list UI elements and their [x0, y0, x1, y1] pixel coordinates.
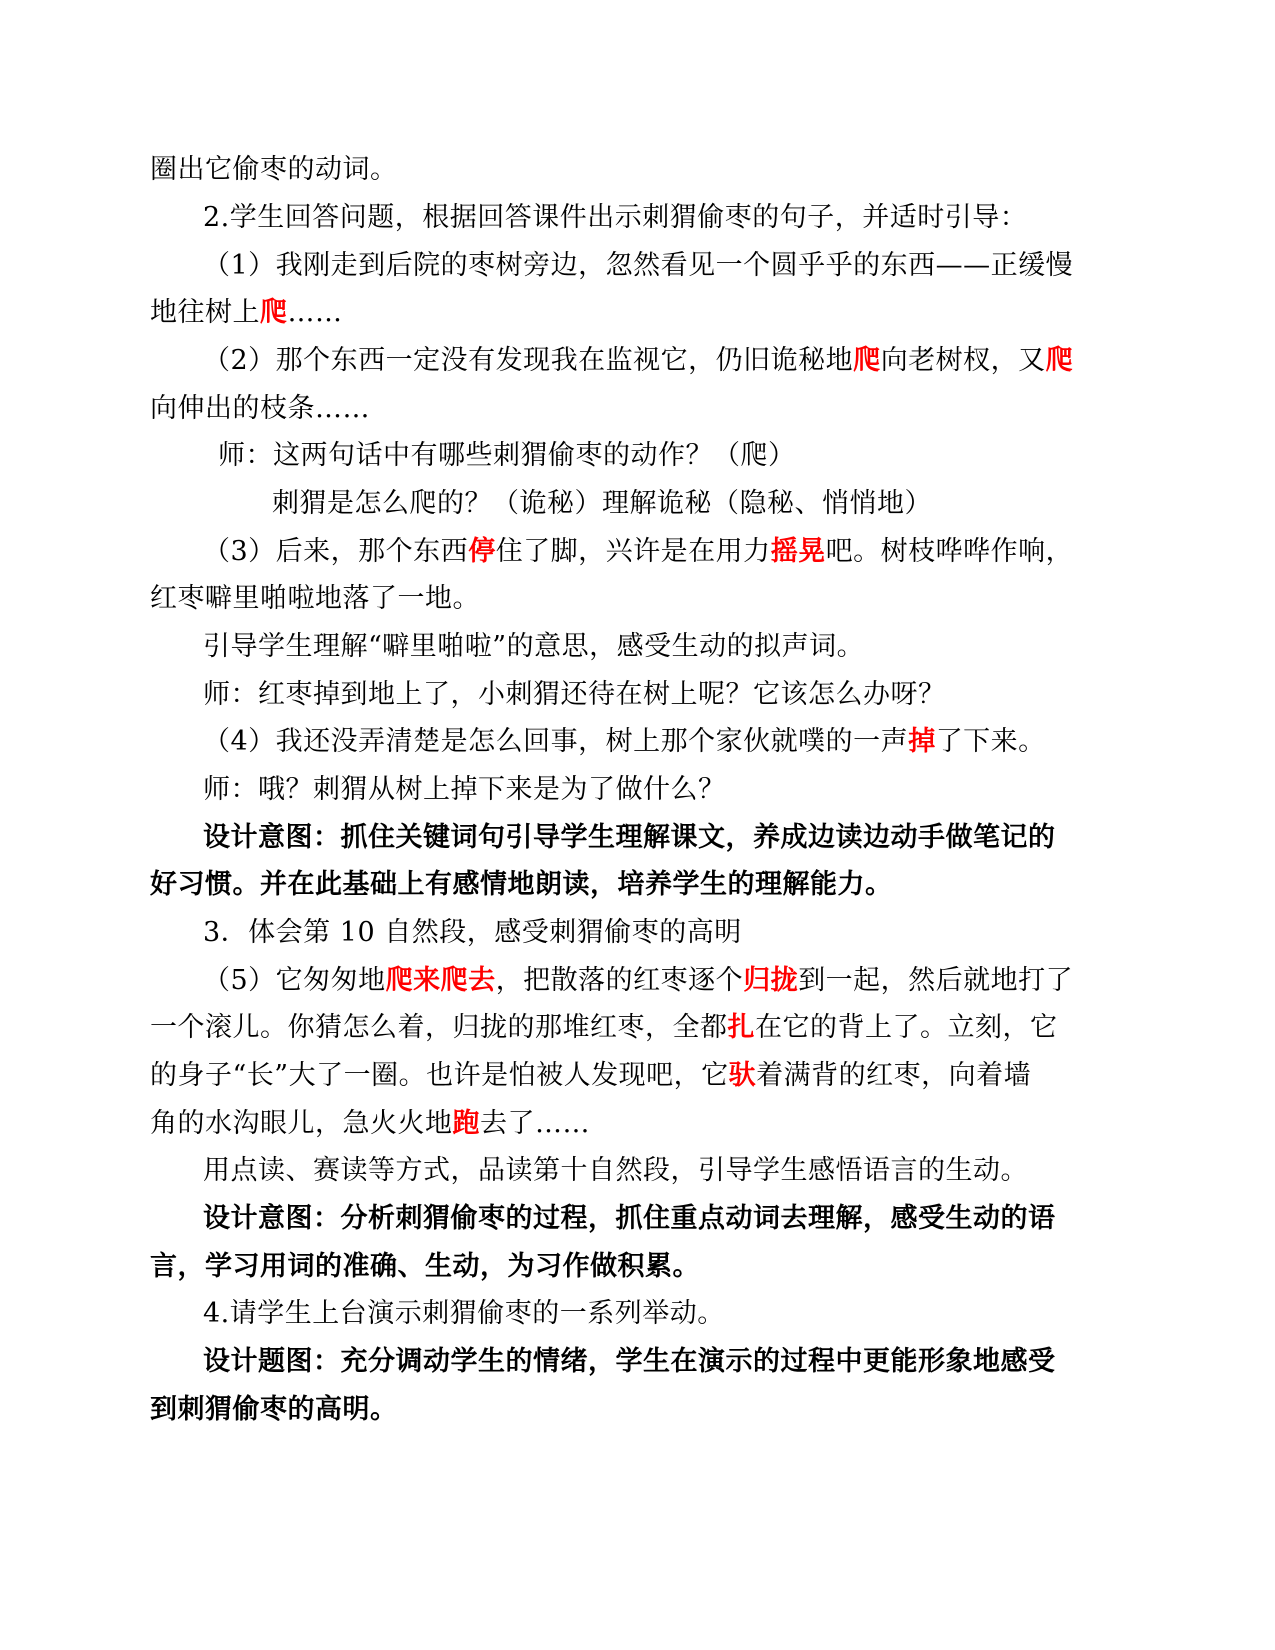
- text-line: [203, 246, 1183, 286]
- text-segment: ……: [287, 297, 343, 328]
- text-line: [203, 818, 1183, 858]
- text-segment: 师：红枣掉到地上了，小刺猬还待在树上呢？它该怎么办呀？: [203, 679, 946, 710]
- highlighted-verb: 爬: [853, 345, 881, 376]
- text-line: [203, 1199, 1183, 1239]
- text-line: [203, 198, 1183, 238]
- text-line: [150, 1247, 1130, 1287]
- text-segment: 角的水沟眼儿，急火火地: [150, 1108, 453, 1139]
- highlighted-verb: 停: [468, 536, 496, 567]
- highlighted-verb: 归拢: [743, 965, 799, 996]
- text-line: [150, 865, 1130, 905]
- text-line: [150, 1008, 1130, 1048]
- text-line: [150, 1390, 1130, 1430]
- text-segment: 用点读、赛读等方式，品读第十自然段，引导学生感悟语言的生动。: [203, 1155, 1028, 1186]
- text-segment: ，把散落的红枣逐个: [495, 965, 744, 996]
- text-segment: （2）那个东西一定没有发现我在监视它，仍旧诡秘地: [203, 345, 854, 376]
- text-line: [272, 484, 1252, 524]
- bold-text: 好习惯。并在此基础上有感情地朗读，培养学生的理解能力。: [150, 869, 893, 900]
- text-line: [203, 1151, 1183, 1191]
- highlighted-verb: 摇晃: [770, 536, 826, 567]
- bold-text: 设计题图：充分调动学生的情绪，学生在演示的过程中更能形象地感受: [203, 1346, 1056, 1377]
- text-segment: 刺猬是怎么爬的？（诡秘）理解诡秘（隐秘、悄悄地）: [272, 488, 932, 519]
- bold-text: 言，学习用词的准确、生动，为习作做积累。: [150, 1251, 700, 1282]
- text-line: [203, 722, 1183, 762]
- text-segment: 圈出它偷枣的动词。: [150, 154, 398, 185]
- text-segment: 红枣噼里啪啦地落了一地。: [150, 583, 480, 614]
- text-line: [150, 293, 1130, 333]
- bold-text: 设计意图：分析刺猬偷枣的过程，抓住重点动词去理解，感受生动的语: [203, 1203, 1056, 1234]
- text-segment: 3．体会第 10 自然段，感受刺猬偷枣的高明: [203, 917, 742, 948]
- text-segment: （1）我刚走到后院的枣树旁边，忽然看见一个圆乎乎的东西——正缓慢: [203, 250, 1074, 281]
- text-segment: 住了脚，兴许是在用力: [495, 536, 771, 567]
- text-line: [203, 961, 1183, 1001]
- text-line: [203, 1342, 1183, 1382]
- text-segment: 去了……: [480, 1108, 590, 1139]
- text-segment: 到一起，然后就地打了: [798, 965, 1074, 996]
- text-segment: 向伸出的枝条……: [150, 393, 370, 424]
- text-segment: 师：哦？刺猬从树上掉下来是为了做什么？: [203, 774, 726, 805]
- highlighted-verb: 扎: [727, 1012, 755, 1043]
- highlighted-verb: 掉: [908, 726, 936, 757]
- text-line: [150, 579, 1130, 619]
- highlighted-verb: 爬: [1045, 345, 1074, 376]
- text-segment: 师：这两句话中有哪些刺猬偷枣的动作？（爬）: [218, 440, 796, 471]
- text-segment: 4.请学生上台演示刺猬偷枣的一系列举动。: [203, 1298, 725, 1329]
- text-segment: 地往树上: [150, 297, 260, 328]
- text-line: [218, 436, 1198, 476]
- text-segment: 着满背的红枣，向着墙: [756, 1060, 1032, 1091]
- text-segment: 2.学生回答问题，根据回答课件出示刺猬偷枣的句子，并适时引导：: [203, 202, 1028, 233]
- text-segment: 向老树杈，又: [880, 345, 1046, 376]
- bold-text: 设计意图：抓住关键词句引导学生理解课文，养成边读边动手做笔记的: [203, 822, 1056, 853]
- text-line: [203, 1294, 1183, 1334]
- highlighted-verb: 跑: [452, 1108, 480, 1139]
- text-line: [203, 341, 1183, 381]
- text-segment: 一个滚儿。你猜怎么着，归拢的那堆红枣，全都: [150, 1012, 728, 1043]
- text-line: [203, 913, 1183, 953]
- text-line: [150, 1104, 1130, 1144]
- highlighted-verb: 爬来爬去: [385, 965, 496, 996]
- text-line: [150, 150, 1130, 190]
- text-segment: （4）我还没弄清楚是怎么回事，树上那个家伙就噗的一声: [203, 726, 909, 757]
- text-segment: 的身子“长”大了一圈。也许是怕被人发现吧，它: [150, 1060, 729, 1091]
- text-line: [150, 389, 1130, 429]
- highlighted-verb: 爬: [260, 297, 288, 328]
- text-line: [203, 675, 1183, 715]
- text-segment: （3）后来，那个东西: [203, 536, 469, 567]
- text-line: [150, 1056, 1130, 1096]
- text-line: [203, 770, 1183, 810]
- text-segment: 吧。树枝哗哗作响，: [825, 536, 1074, 567]
- highlighted-verb: 驮: [728, 1060, 757, 1091]
- text-line: [203, 627, 1183, 667]
- text-segment: 了下来。: [935, 726, 1046, 757]
- text-segment: （5）它匆匆地: [203, 965, 386, 996]
- text-line: [203, 532, 1183, 572]
- bold-text: 到刺猬偷枣的高明。: [150, 1394, 398, 1425]
- text-segment: 在它的背上了。立刻，它: [755, 1012, 1058, 1043]
- text-segment: 引导学生理解“噼里啪啦”的意思，感受生动的拟声词。: [203, 631, 865, 662]
